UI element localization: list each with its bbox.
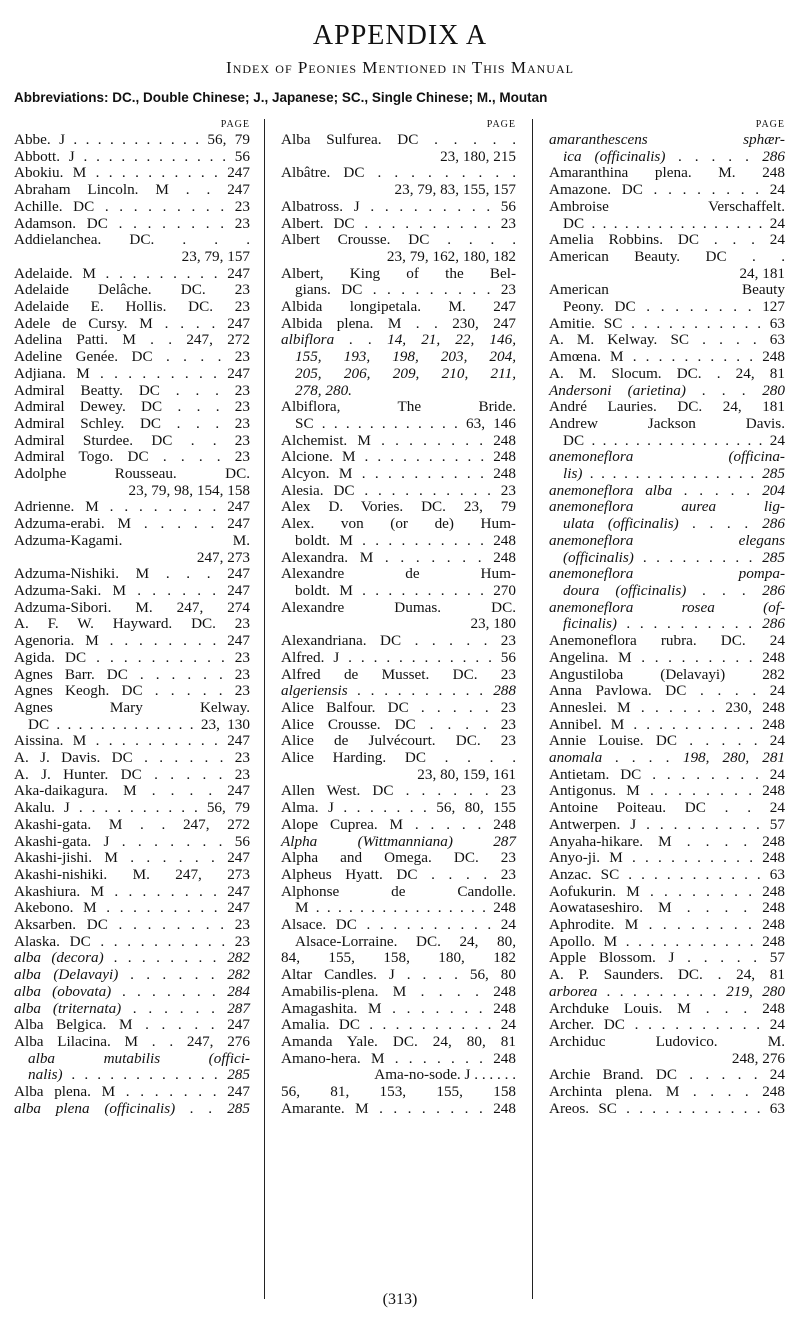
index-entry-line: Amano-hera. M . . . . . . . 248 <box>281 1049 516 1067</box>
index-entry-line: Adelaide. M . . . . . . . . . 247 <box>14 264 250 282</box>
index-entry-line: A. J. Hunter. DC . . . . . 23 <box>14 765 250 783</box>
index-entry-line: Adeline Genée. DC . . . . 23 <box>14 348 250 366</box>
index-subtitle: Index of Peonies Mentioned in This Manual <box>226 58 574 77</box>
index-entry-line: Alba plena. M . . . . . . . 247 <box>14 1083 250 1101</box>
index-entry-line: Akashi-jishi. M . . . . . . 247 <box>14 849 250 867</box>
index-entry-line: Amalia. DC . . . . . . . . . . 24 <box>281 1016 516 1034</box>
index-entry-line: Adzuma-erabi. M . . . . . 247 <box>14 515 250 533</box>
index-entry-line: 155, 193, 198, 203, 204, <box>295 348 516 366</box>
index-entry-line: albiflora . . 14, 21, 22, 146, <box>281 331 516 349</box>
index-entry-line: Albert, King of the Bel- <box>281 264 516 282</box>
index-entry-line: 23, 79, 162, 180, 182 <box>386 247 516 265</box>
index-entry-line: Amagashita. M . . . . . . . 248 <box>281 999 516 1017</box>
index-entry-line: Alpha and Omega. DC. 23 <box>281 849 516 867</box>
index-entry-line: Alba Lilacina. M . . 247, 276 <box>14 1032 250 1050</box>
index-entry-line: Adolphe Rousseau. DC. <box>14 465 250 483</box>
index-entry-line: DC . . . . . . . . . . . . . 23, 130 <box>28 715 250 733</box>
index-entry-line: Achille. DC . . . . . . . . . 23 <box>14 197 250 215</box>
index-entry-line: boldt. M . . . . . . . . . . 248 <box>295 531 516 549</box>
index-entry-line: Archiduc Ludovico. M. <box>549 1032 785 1050</box>
index-entry-line: Ama-no-sode. J . . . . . . <box>374 1066 516 1084</box>
index-entry-line: Alexandre Dumas. DC. <box>281 598 516 616</box>
entry-list <box>281 132 516 1117</box>
index-entry-line: lis) . . . . . . . . . . . . . . . 285 <box>563 465 785 483</box>
index-entry-line: alba (obovata) . . . . . . . 284 <box>14 982 250 1000</box>
index-entry-line: Abraham Lincoln. M . . 247 <box>14 181 250 199</box>
index-entry-line: 23, 80, 159, 161 <box>417 765 516 783</box>
index-entry-line: Peony. DC . . . . . . . . 127 <box>563 298 785 316</box>
index-entry-line: Admiral Togo. DC . . . . 23 <box>14 448 250 466</box>
index-entry-line: Antoine Poiteau. DC . . 24 <box>549 799 785 817</box>
index-entry-line: doura (officinalis) . . . 286 <box>563 581 785 599</box>
index-entry-line: Albert. DC . . . . . . . . . . 23 <box>281 214 516 232</box>
index-entry-line: Akashi-gata. J . . . . . . . 56 <box>14 832 250 850</box>
appendix-title: APPENDIX A <box>312 20 488 51</box>
index-entry-line: Adzuma-Sibori. M. 247, 274 <box>14 598 250 616</box>
index-entry-line: 56, 81, 153, 155, 158 <box>281 1083 516 1101</box>
index-entry-line: Amelia Robbins. DC . . . 24 <box>549 231 785 249</box>
index-entry-line: Ambroise Verschaffelt. <box>549 197 785 215</box>
page-column-heading: PAGE <box>220 119 250 130</box>
index-entry-line: Albâtre. DC . . . . . . . . . <box>281 164 516 182</box>
index-entry-line: Alexandriana. DC . . . . . 23 <box>281 632 516 650</box>
index-entry-line: Albert Crousse. DC . . . . <box>281 231 516 249</box>
entry-list <box>14 132 250 1117</box>
index-entry-line: 23, 180, 215 <box>440 147 516 165</box>
index-entry-line: Akebono. M . . . . . . . . . 247 <box>14 899 250 917</box>
index-entry-line: alba (triternata) . . . . . . 287 <box>14 999 250 1017</box>
index-entry-line: Agnes Barr. DC . . . . . . 23 <box>14 665 250 683</box>
index-entry-line: Abbe. J . . . . . . . . . . . 56, 79 <box>14 131 250 148</box>
index-entry-line: Alpheus Hyatt. DC . . . . 23 <box>281 865 516 883</box>
index-entry-line: ulata (officinalis) . . . . 286 <box>563 515 785 533</box>
index-entry-line: Adzuma-Kagami. M. <box>14 531 250 549</box>
index-entry-line: SC . . . . . . . . . . . . 63, 146 <box>295 414 516 432</box>
index-entry-line: Alma. J . . . . . . . 56, 80, 155 <box>281 799 516 817</box>
index-entry-line: Alphonse de Candolle. <box>281 882 516 900</box>
index-entry-line: 278, 280. <box>295 381 352 399</box>
index-entry-line: ica (officinalis) . . . . . 286 <box>563 147 785 165</box>
index-entry-line: Archinta plena. M . . . . 248 <box>549 1083 785 1101</box>
index-entry-line: Adelaide E. Hollis. DC. 23 <box>14 298 250 316</box>
index-entry-line: Adamson. DC . . . . . . . . 23 <box>14 214 250 232</box>
index-entry-line: 23, 79, 157 <box>181 247 250 265</box>
index-entry-line: Akalu. J . . . . . . . . . . 56, 79 <box>14 799 250 817</box>
index-entry-line: Albida plena. M . . 230, 247 <box>281 314 516 332</box>
index-column-3 <box>549 117 785 1117</box>
index-entry-line: M . . . . . . . . . . . . . . . . 248 <box>295 899 516 917</box>
index-entry-line: Apollo. M . . . . . . . . . . . 248 <box>549 932 785 950</box>
index-entry-line: boldt. M . . . . . . . . . . 270 <box>295 581 516 599</box>
index-entry-line: Aowataseshiro. M . . . . 248 <box>549 899 785 917</box>
index-entry-line: Aissina. M . . . . . . . . . . 247 <box>14 732 250 750</box>
page-number: (313) <box>382 1291 418 1308</box>
index-entry-line: anomala . . . . 198, 280, 281 <box>549 749 785 767</box>
index-entry-line: Adzuma-Saki. M . . . . . . 247 <box>14 581 250 599</box>
index-entry-line: Antwerpen. J . . . . . . . . . 57 <box>549 815 785 833</box>
index-entry-line: Agenoria. M . . . . . . . . 247 <box>14 632 250 650</box>
index-entry-line: Amœna. M . . . . . . . . . . 248 <box>549 348 785 366</box>
index-entry-line: anemoneflora alba . . . . . 204 <box>549 481 785 499</box>
index-column-2 <box>281 117 516 1117</box>
index-entry-line: Alice Harding. DC . . . . <box>281 749 516 767</box>
column-divider <box>532 119 533 1299</box>
index-entry-line: Alesia. DC . . . . . . . . . . 23 <box>281 481 516 499</box>
index-entry-line: Agnes Keogh. DC . . . . . 23 <box>14 682 250 700</box>
index-entry-line: Annie Louise. DC . . . . . 24 <box>549 732 785 750</box>
index-entry-line: Akashi-nishiki. M. 247, 273 <box>14 865 250 883</box>
index-entry-line: Akashi-gata. M . . 247, 272 <box>14 815 250 833</box>
index-entry-line: Alexandre de Hum- <box>281 565 516 583</box>
index-entry-line: 84, 155, 158, 180, 182 <box>281 949 516 967</box>
index-entry-line: Anneslei. M . . . . . . 230, 248 <box>549 698 785 716</box>
index-entry-line: gians. DC . . . . . . . . . 23 <box>295 281 516 299</box>
index-entry-line: Amarante. M . . . . . . . . 248 <box>281 1099 516 1117</box>
index-entry-line: Archduke Louis. M . . . 248 <box>549 999 785 1017</box>
index-entry-line: anemoneflora rosea (of- <box>549 598 785 616</box>
index-entry-line: Areos. SC . . . . . . . . . . . 63 <box>549 1099 785 1117</box>
index-entry-line: Alex. von (or de) Hum- <box>281 515 516 533</box>
index-entry-line: Alex D. Vories. DC. 23, 79 <box>281 498 516 516</box>
abbreviations-line: Abbreviations: DC., Double Chinese; J., Japanese; SC., Single Chinese; M., Moutan <box>14 90 548 105</box>
index-entry-line: Admiral Sturdee. DC . . 23 <box>14 431 250 449</box>
index-entry-line: Agida. DC . . . . . . . . . . 23 <box>14 648 250 666</box>
index-entry-line: Archer. DC . . . . . . . . . . 24 <box>549 1016 785 1034</box>
index-entry-line: Adrienne. M . . . . . . . . 247 <box>14 498 250 516</box>
index-entry-line: DC . . . . . . . . . . . . . . . . 24 <box>563 431 785 449</box>
index-entry-line: Alba Sulfurea. DC . . . . . <box>281 131 516 148</box>
index-entry-line: Albida longipetala. M. 247 <box>281 298 516 316</box>
index-entry-line: Alfred de Musset. DC. 23 <box>281 665 516 683</box>
index-entry-line: Angustiloba (Delavayi) 282 <box>549 665 785 683</box>
index-entry-line: Aka-daikagura. M . . . . 247 <box>14 782 250 800</box>
index-entry-line: Amaranthina plena. M. 248 <box>549 164 785 182</box>
index-entry-line: alba mutabilis (offici- <box>28 1049 250 1067</box>
index-entry-line: Apple Blossom. J . . . . . 57 <box>549 949 785 967</box>
index-entry-line: Anyaha-hikare. M . . . . 248 <box>549 832 785 850</box>
index-entry-line: Amazone. DC . . . . . . . . 24 <box>549 181 785 199</box>
index-entry-line: Antigonus. M . . . . . . . . 248 <box>549 782 785 800</box>
index-entry-line: Alice de Julvécourt. DC. 23 <box>281 732 516 750</box>
index-entry-line: alba plena (officinalis) . . 285 <box>14 1099 250 1117</box>
index-entry-line: 247, 273 <box>196 548 250 566</box>
index-entry-line: Alpha (Wittmanniana) 287 <box>281 832 516 850</box>
index-entry-line: Anna Pavlowa. DC . . . . 24 <box>549 682 785 700</box>
index-entry-line: 23, 79, 83, 155, 157 <box>394 181 516 199</box>
index-entry-line: amaranthescens sphær- <box>549 131 785 148</box>
index-entry-line: Adelaide Delâche. DC. 23 <box>14 281 250 299</box>
index-entry-line: ficinalis) . . . . . . . . . . 286 <box>563 615 785 633</box>
index-entry-line: American Beauty <box>549 281 785 299</box>
index-entry-line: Altar Candles. J . . . . 56, 80 <box>281 966 516 984</box>
index-entry-line: Aphrodite. M . . . . . . . . 248 <box>549 916 785 934</box>
index-entry-line: Alchemist. M . . . . . . . . 248 <box>281 431 516 449</box>
index-entry-line: Alfred. J . . . . . . . . . . . . 56 <box>281 648 516 666</box>
index-entry-line: Albiflora, The Bride. <box>281 398 516 416</box>
index-entry-line: Angelina. M . . . . . . . . . 248 <box>549 648 785 666</box>
index-entry-line: 24, 181 <box>739 264 785 282</box>
index-entry-line: 248, 276 <box>731 1049 785 1067</box>
index-column-1 <box>14 117 250 1117</box>
index-entry-line: Adzuma-Nishiki. M . . . 247 <box>14 565 250 583</box>
index-entry-line: Albatross. J . . . . . . . . . 56 <box>281 197 516 215</box>
index-entry-line: Anyo-ji. M . . . . . . . . . . 248 <box>549 849 785 867</box>
index-entry-line: Alice Crousse. DC . . . . 23 <box>281 715 516 733</box>
index-entry-line: American Beauty. DC . . <box>549 247 785 265</box>
index-entry-line: Antietam. DC . . . . . . . . 24 <box>549 765 785 783</box>
page-column-heading: PAGE <box>486 119 516 130</box>
index-entry-line: Alsace-Lorraine. DC. 24, 80, <box>295 932 516 950</box>
index-entry-line: (officinalis) . . . . . . . . . 285 <box>563 548 785 566</box>
index-entry-line: anemoneflora aurea lig- <box>549 498 785 516</box>
index-entry-line: A. M. Kelway. SC . . . . 63 <box>549 331 785 349</box>
index-entry-line: Alba Belgica. M . . . . . 247 <box>14 1016 250 1034</box>
index-entry-line: 23, 180 <box>470 615 516 633</box>
index-entry-line: anemoneflora pompa- <box>549 565 785 583</box>
index-entry-line: nalis) . . . . . . . . . . . . 285 <box>28 1066 250 1084</box>
entry-list <box>549 132 785 1117</box>
index-entry-line: Amabilis-plena. M . . . . 248 <box>281 982 516 1000</box>
index-entry-line: Aksarben. DC . . . . . . . . 23 <box>14 916 250 934</box>
index-entry-line: Addielanchea. DC. . . . <box>14 231 250 249</box>
index-entry-line: Alope Cuprea. M . . . . . 248 <box>281 815 516 833</box>
index-entry-line: Anzac. SC . . . . . . . . . . . 63 <box>549 865 785 883</box>
index-entry-line: A. M. Slocum. DC. . 24, 81 <box>549 364 785 382</box>
index-entry-line: Admiral Beatty. DC . . . 23 <box>14 381 250 399</box>
index-entry-line: Alsace. DC . . . . . . . . . . 24 <box>281 916 516 934</box>
index-entry-line: Allen West. DC . . . . . . 23 <box>281 782 516 800</box>
index-entry-line: A. F. W. Hayward. DC. 23 <box>14 615 250 633</box>
index-entry-line: Amitie. SC . . . . . . . . . . . 63 <box>549 314 785 332</box>
page-column-heading: PAGE <box>755 119 785 130</box>
index-entry-line: 205, 206, 209, 210, 211, <box>295 364 516 382</box>
index-entry-line: Andrew Jackson Davis. <box>549 414 785 432</box>
index-entry-line: A. P. Saunders. DC. . 24, 81 <box>549 966 785 984</box>
index-entry-line: alba (Delavayi) . . . . . . 282 <box>14 966 250 984</box>
index-entry-line: Alcyon. M . . . . . . . . . . 248 <box>281 465 516 483</box>
index-entry-line: Abokiu. M . . . . . . . . . . 247 <box>14 164 250 182</box>
index-entry-line: Admiral Dewey. DC . . . 23 <box>14 398 250 416</box>
index-entry-line: DC . . . . . . . . . . . . . . . . 24 <box>563 214 785 232</box>
index-entry-line: Adele de Cursy. M . . . . 247 <box>14 314 250 332</box>
index-entry-line: anemoneflora elegans <box>549 531 785 549</box>
column-divider <box>264 119 265 1299</box>
index-entry-line: Admiral Schley. DC . . . 23 <box>14 414 250 432</box>
index-entry-line: arborea . . . . . . . . . 219, 280 <box>549 982 785 1000</box>
index-entry-line: Annibel. M . . . . . . . . . . 248 <box>549 715 785 733</box>
index-entry-line: Aofukurin. M . . . . . . . . 248 <box>549 882 785 900</box>
index-entry-line: Alcione. M . . . . . . . . . . 248 <box>281 448 516 466</box>
index-entry-line: Alaska. DC . . . . . . . . . . 23 <box>14 932 250 950</box>
index-entry-line: Amanda Yale. DC. 24, 80, 81 <box>281 1032 516 1050</box>
index-entry-line: algeriensis . . . . . . . . . . 288 <box>281 682 516 700</box>
index-entry-line: alba (decora) . . . . . . . . 282 <box>14 949 250 967</box>
index-entry-line: Agnes Mary Kelway. <box>14 698 250 716</box>
index-entry-line: Abbott. J . . . . . . . . . . . . 56 <box>14 147 250 165</box>
index-entry-line: A. J. Davis. DC . . . . . . 23 <box>14 749 250 767</box>
index-entry-line: Alexandra. M . . . . . . . 248 <box>281 548 516 566</box>
index-entry-line: Akashiura. M . . . . . . . . 247 <box>14 882 250 900</box>
index-entry-line: Archie Brand. DC . . . . . 24 <box>549 1066 785 1084</box>
index-entry-line: Alice Balfour. DC . . . . . 23 <box>281 698 516 716</box>
index-entry-line: anemoneflora (officina- <box>549 448 785 466</box>
index-entry-line: Adelina Patti. M . . 247, 272 <box>14 331 250 349</box>
index-entry-line: Adjiana. M . . . . . . . . . 247 <box>14 364 250 382</box>
index-entry-line: Anemoneflora rubra. DC. 24 <box>549 632 785 650</box>
index-entry-line: 23, 79, 98, 154, 158 <box>128 481 250 499</box>
index-entry-line: Andersoni (arietina) . . . 280 <box>549 381 785 399</box>
index-entry-line: André Lauries. DC. 24, 181 <box>549 398 785 416</box>
